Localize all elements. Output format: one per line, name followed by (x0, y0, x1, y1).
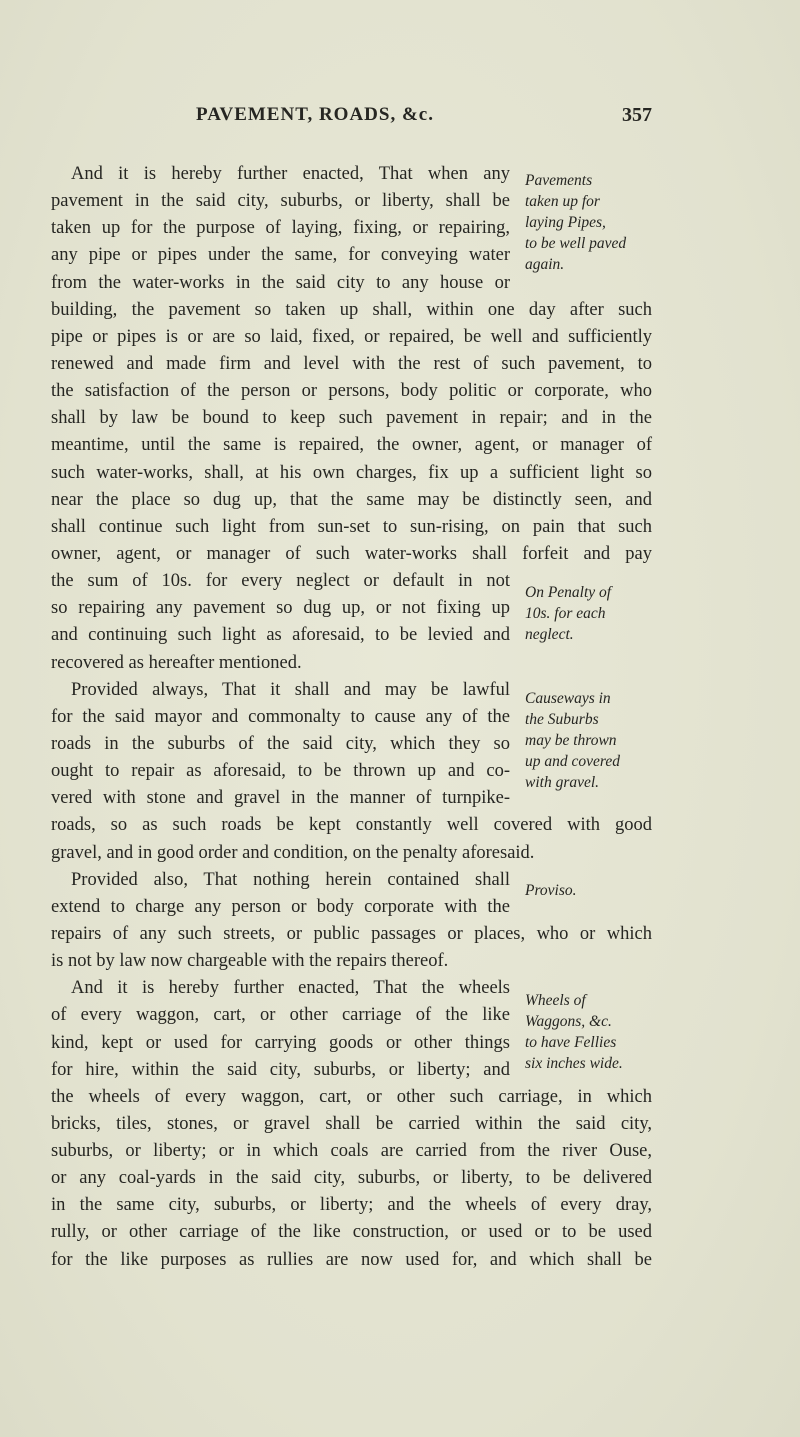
running-head: PAVEMENT, ROADS, &c. (196, 104, 434, 125)
text-line: near the place so dug up, that the same may be distinctly seen, and (51, 489, 652, 510)
text-line: shall by law be bound to keep such pavement in repair; and in the (51, 408, 652, 429)
margin-note-penalty (525, 582, 655, 645)
text-line: owner, agent, or manager of such water-works shall forfeit and pay (51, 543, 652, 564)
margin-note-causeways (525, 688, 655, 793)
text-line: extend to charge any person or body corporate with the (51, 896, 510, 917)
text-line: meantime, until the same is repaired, the owner, agent, or manager of (51, 435, 652, 456)
note-line: Wheels of (525, 992, 586, 1009)
text-line: for the said mayor and commonalty to cause any of the (51, 706, 510, 727)
text-line: vered with stone and gravel in the manner of turnpike- (51, 788, 510, 809)
text-line: the sum of 10s. for every neglect or default in not (51, 571, 510, 592)
text-line: ought to repair as aforesaid, to be thrown up and co- (51, 761, 510, 782)
page-number: 357 (622, 104, 652, 126)
margin-note-wheels (525, 990, 655, 1074)
text-line: rully, or other carriage of the like construction, or used or to be used (51, 1222, 652, 1243)
note-line: neglect. (525, 626, 574, 643)
text-line: taken up for the purpose of laying, fixing, or repairing, (51, 218, 510, 239)
text-line: is not by law now chargeable with the repairs thereof. (51, 951, 449, 972)
text-line: of every waggon, cart, or other carriage of the like (51, 1005, 510, 1026)
note-line: Waggons, &c. (525, 1013, 612, 1030)
note-line: Causeways in (525, 690, 611, 707)
note-line: Pavements (525, 172, 593, 189)
text-line: repairs of any such streets, or public passages or places, who or which (51, 923, 652, 944)
note-line: laying Pipes, (525, 214, 606, 231)
text-line: And it is hereby further enacted, That the wheels (71, 978, 510, 999)
text-line: shall continue such light from sun-set to sun-rising, on pain that such (51, 516, 652, 537)
note-line: six inches wide. (525, 1055, 623, 1072)
text-line: so repairing any pavement so dug up, or not fixing up (51, 598, 510, 619)
text-line: suburbs, or liberty; or in which coals are carried from the river Ouse, (51, 1141, 652, 1162)
text-line: roads, so as such roads be kept constantly well covered with good (51, 815, 652, 836)
note-line: to be well paved (525, 235, 627, 252)
text-line: Provided also, That nothing herein contained shall (71, 869, 510, 890)
note-line: up and covered (525, 753, 620, 770)
text-line: And it is hereby further enacted, That when any (71, 164, 510, 184)
text-line: the wheels of every waggon, cart, or other such carriage, in which (51, 1086, 652, 1107)
text-line: the satisfaction of the person or persons, body politic or corporate, who (51, 381, 652, 402)
text-line: roads in the suburbs of the said city, which they so (51, 733, 510, 754)
text-line: any pipe or pipes under the same, for conveying water (51, 245, 510, 266)
text-line: recovered as hereafter mentioned. (51, 652, 302, 673)
note-line: again. (525, 256, 565, 273)
text-line: or any coal-yards in the said city, suburbs, or liberty, to be delivered (51, 1168, 652, 1189)
text-line: in the same city, suburbs, or liberty; and the wheels of every dray, (51, 1195, 652, 1216)
text-line: pavement in the said city, suburbs, or liberty, shall be (51, 191, 510, 212)
note-line: Proviso. (525, 882, 577, 899)
note-line: with gravel. (525, 774, 600, 791)
note-line: On Penalty of (525, 584, 612, 601)
text-line: pipe or pipes is or are so laid, fixed, or repaired, be well and sufficiently (51, 326, 652, 347)
text-line: bricks, tiles, stones, or gravel shall be carried within the said city, (51, 1113, 652, 1134)
text-line: building, the pavement so taken up shall, within one day after such (51, 299, 652, 320)
note-line: may be thrown (525, 732, 617, 749)
text-line: from the water-works in the said city to any house or (51, 272, 510, 293)
text-line: kind, kept or used for carrying goods or other things (51, 1032, 510, 1053)
note-line: to have Fellies (525, 1034, 617, 1051)
note-line: 10s. for each (525, 605, 606, 622)
text-line: and continuing such light as aforesaid, to be levied and (51, 625, 510, 646)
text-line: for hire, within the said city, suburbs, or liberty; and (51, 1059, 510, 1080)
margin-note-pavements (525, 170, 655, 275)
text-line: gravel, and in good order and condition, on the penalty aforesaid. (51, 842, 535, 863)
text-line: renewed and made firm and level with the rest of such pavement, to (51, 353, 652, 374)
margin-note-proviso (525, 880, 655, 901)
note-line: the Suburbs (525, 711, 599, 728)
text-line: such water-works, shall, at his own charges, fix up a sufficient light so (51, 462, 652, 483)
text-line: for the like purposes as rullies are now used for, and which shall be (51, 1249, 652, 1270)
note-line: taken up for (525, 193, 600, 210)
text-line: Provided always, That it shall and may be lawful (71, 679, 510, 700)
